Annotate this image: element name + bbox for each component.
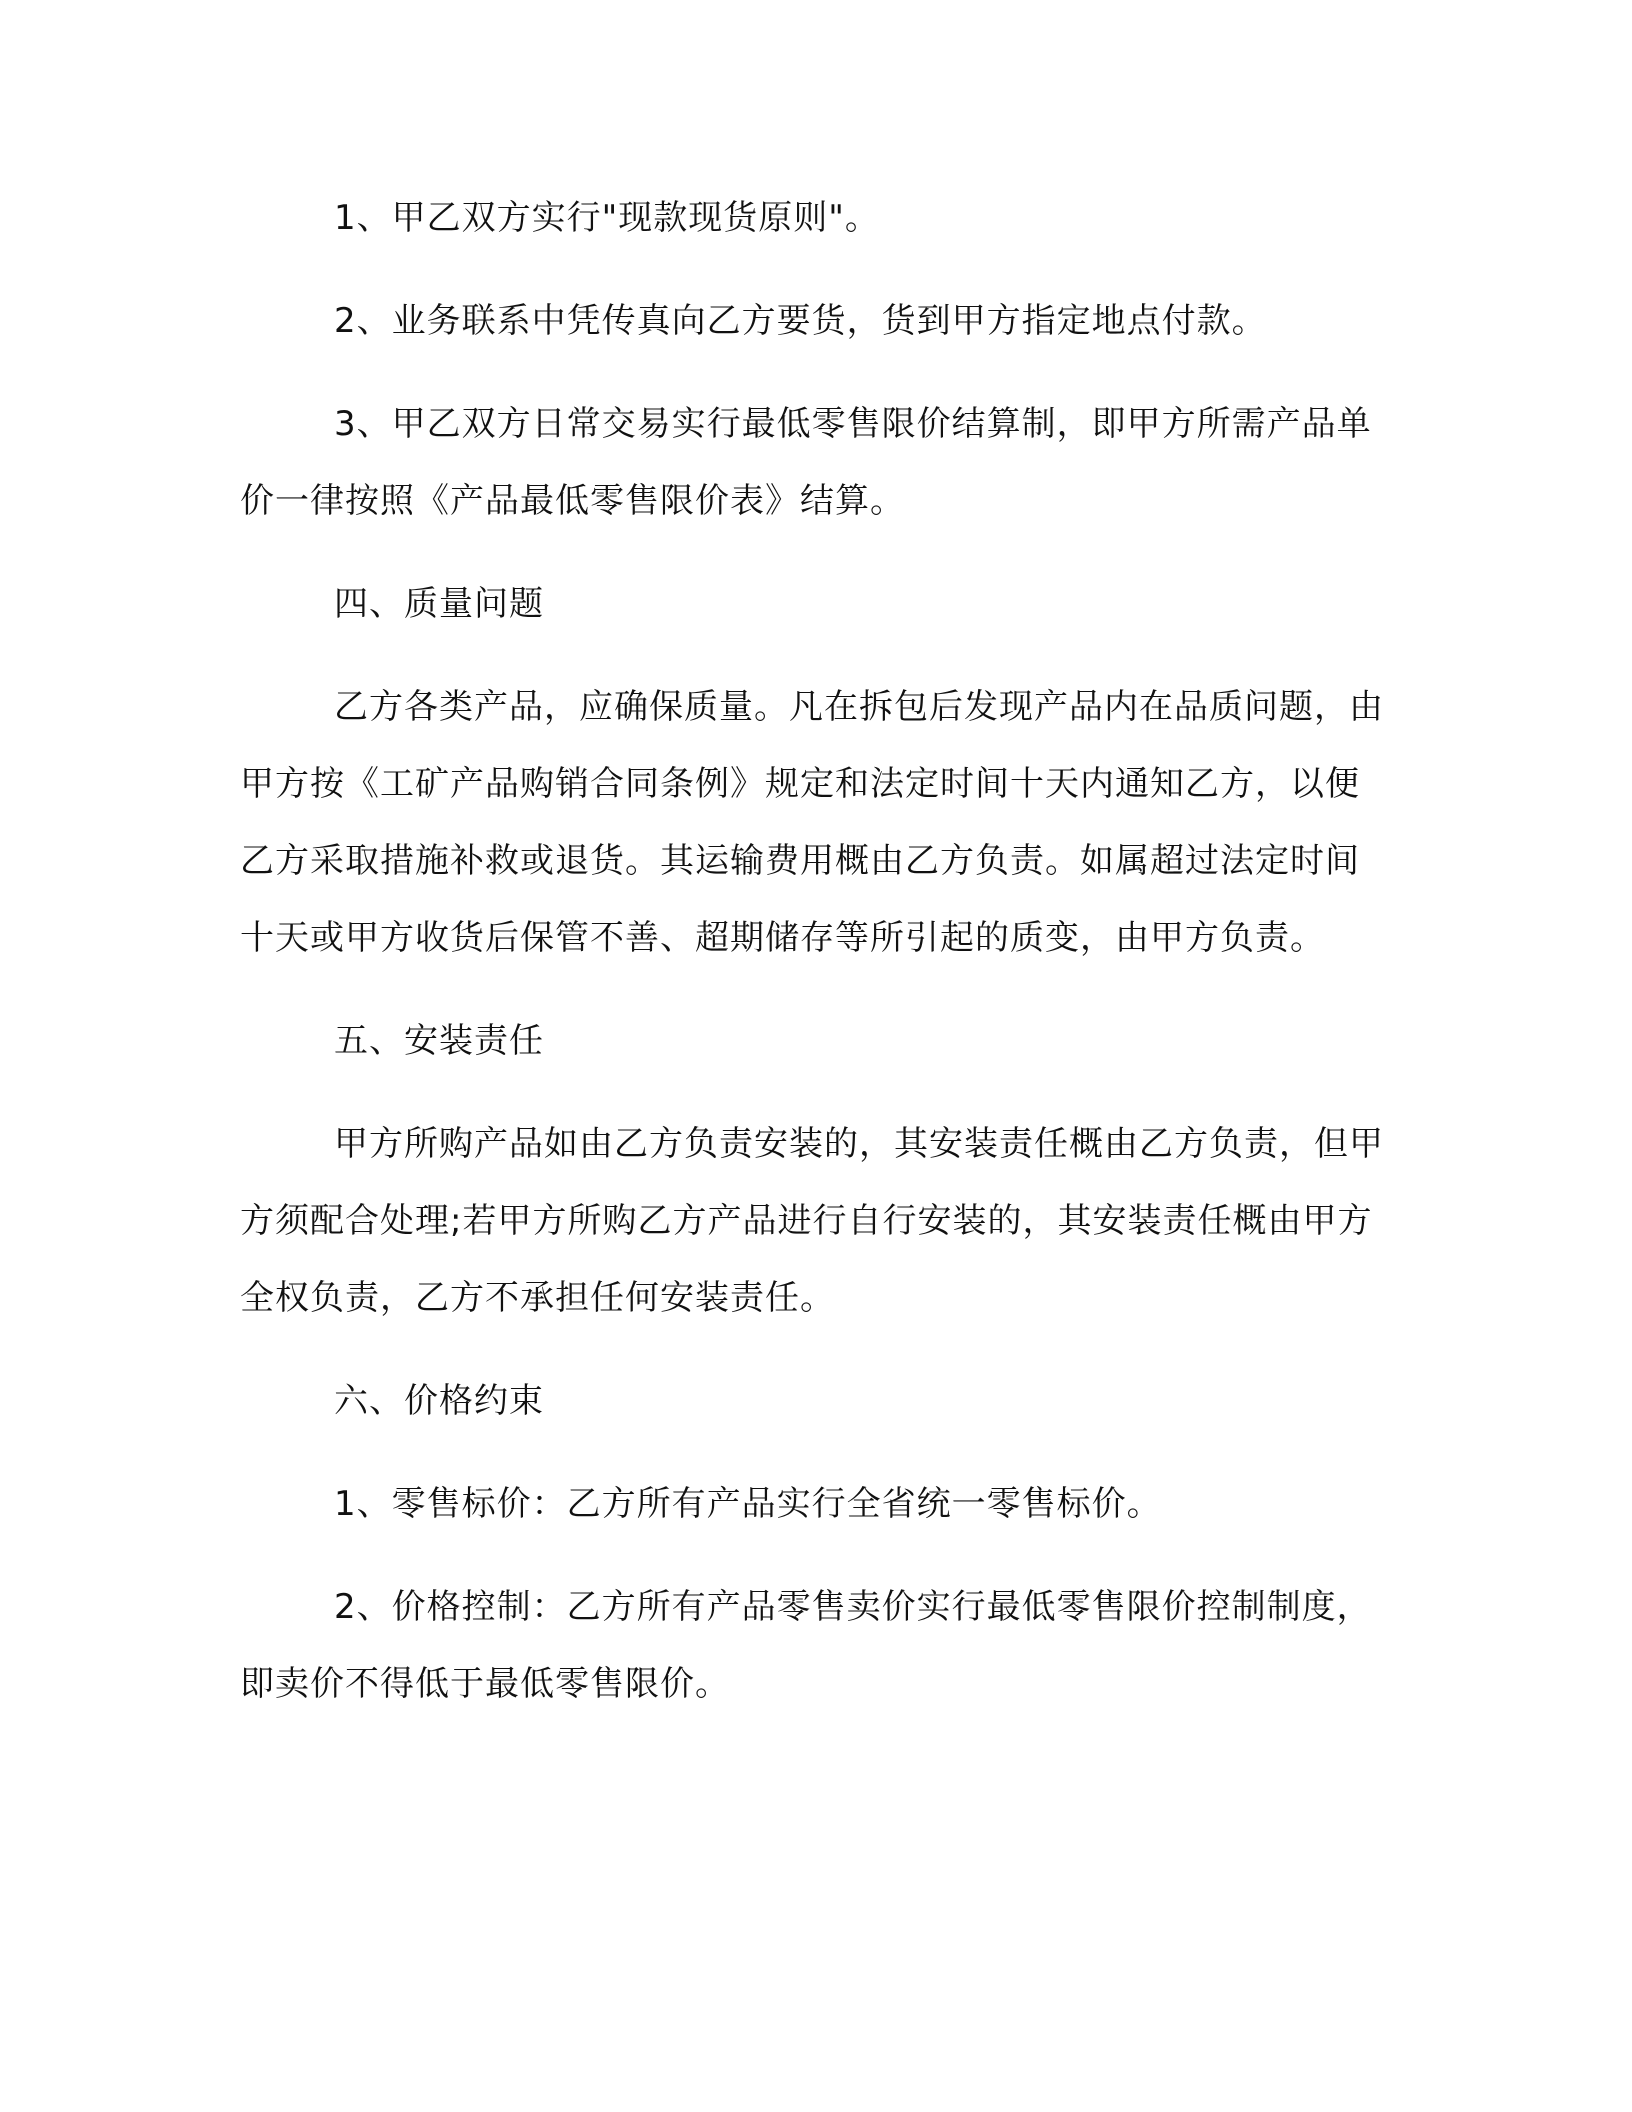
clause-cash-on-delivery: 1、甲乙双方实行"现款现货原则"。 [334, 198, 880, 238]
installation-clause: 甲方所购产品如由乙方负责安装的，其安装责任概由乙方负责，但甲方须配合处理;若甲方所购乙方产品进行自行安装的，其安装责任概由甲方全权负责，乙方不承担任何安装责任。 [240, 1124, 1384, 1318]
section-heading-installation: 五、安装责任 [334, 1021, 544, 1061]
section-heading-quality: 四、质量问题 [334, 584, 544, 624]
clause-settlement-price: 3、甲乙双方日常交易实行最低零售限价结算制，即甲方所需产品单价一律按照《产品最低零售限价表》结算。 [240, 404, 1372, 521]
clause-price-control: 2、价格控制：乙方所有产品零售卖价实行最低零售限价控制制度，即卖价不得低于最低零售限价。 [240, 1587, 1372, 1704]
quality-clause: 乙方各类产品，应确保质量。凡在拆包后发现产品内在品质问题，由甲方按《工矿产品购销合同条例》规定和法定时间十天内通知乙方，以便乙方采取措施补救或退货。其运输费用概由乙方负责。如属超过法定时间十天或甲方收货后保管不善、超期储存等所引起的质变，由甲方负责。 [240, 687, 1384, 958]
clause-retail-price: 1、零售标价：乙方所有产品实行全省统一零售标价。 [334, 1484, 1162, 1524]
document-body [240, 180, 1392, 1723]
section-heading-price: 六、价格约束 [334, 1381, 544, 1421]
clause-fax-order: 2、业务联系中凭传真向乙方要货，货到甲方指定地点付款。 [334, 301, 1267, 341]
